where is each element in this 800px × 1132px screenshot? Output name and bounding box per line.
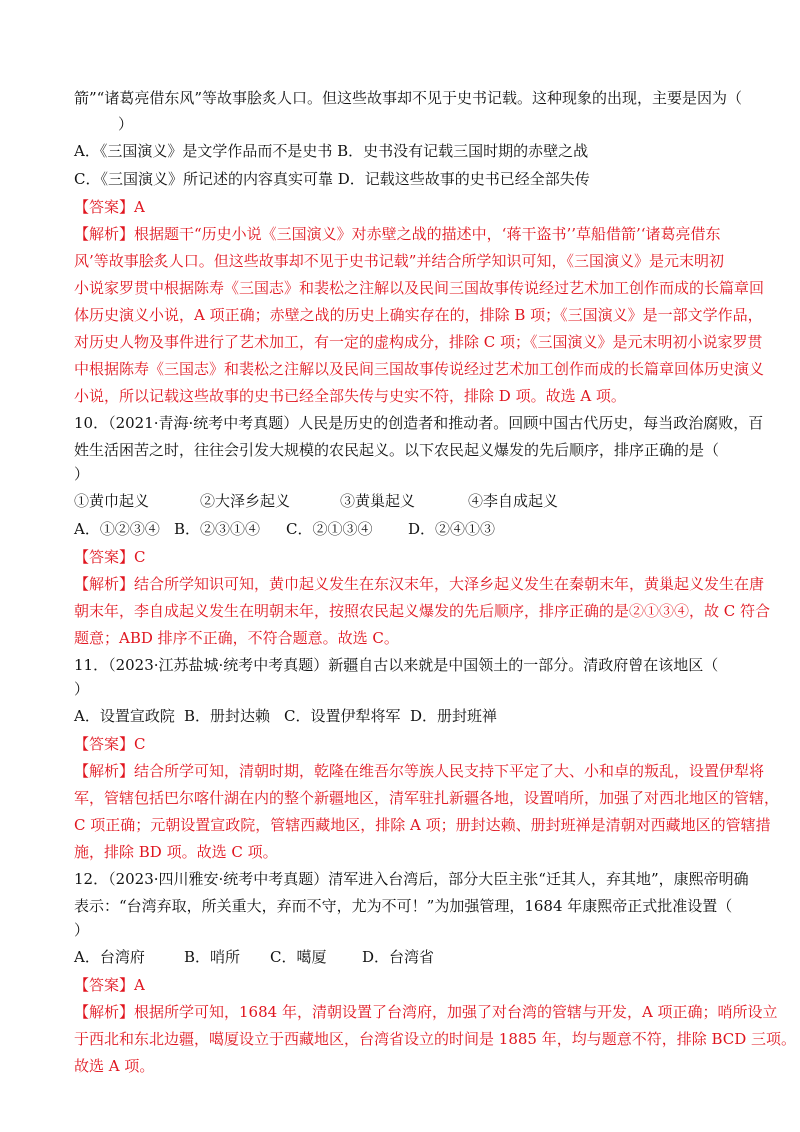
question-stem: 11．（2023·江苏盐城·统考中考真题）新疆自古以来就是中国领土的一部分。清政府曾在该地区（ [74, 656, 719, 674]
analysis-line: 题意；ABD 排序不正确，不符合题意。故选 C。 [74, 629, 399, 647]
item-list [74, 491, 726, 511]
answer-label: 【答案】C [74, 735, 146, 753]
option: A．设置宣政院 [74, 707, 175, 725]
question-11 [74, 655, 780, 862]
option: C．噶厦 [270, 948, 327, 966]
question-stem: 姓生活困苦之时，往往会引发大规模的农民起义。以下农民起义爆发的先后顺序，排序正确的是（ [74, 441, 720, 459]
option-list [74, 947, 726, 967]
answer-label: 【答案】C [74, 548, 146, 566]
item: ②大泽乡起义 [200, 492, 291, 510]
option-list [74, 706, 726, 726]
analysis-line: 小说家罗贯中根据陈寿《三国志》和裴松之注解以及民间三国故事传说经过艺术加工创作而成的长篇章回 [74, 279, 765, 297]
analysis-line: 小说，所以记载这些故事的史书已经全部失传与史实不符，排除 D 项。故选 A 项。 [74, 387, 626, 405]
option-line: A．《三国演义》是文学作品而不是史书 B．史书没有记载三国时期的赤壁之战 [74, 142, 589, 160]
analysis-line: 军，管辖包括巴尔喀什湖在内的整个新疆地区，清军驻扎新疆各地，设置哨所，加强了对西北地区的管辖， [74, 789, 780, 807]
option: A．台湾府 [74, 948, 145, 966]
option: D．册封班禅 [410, 707, 498, 725]
analysis-text [74, 574, 771, 648]
item: ③黄巢起义 [340, 492, 416, 510]
question-stem: 12．（2023·四川雅安·统考中考真题）清军进入台湾后，部分大臣主张“迁其人，弃其地”，康熙帝明确 [74, 870, 749, 888]
analysis-line: 风’等故事脍炙人口。但这些故事却不见于史书记载”并结合所学知识可知，《三国演义》是元末明初 [74, 252, 724, 270]
analysis-line: 【解析】结合所学知识可知，黄巾起义发生在东汉末年，大泽乡起义发生在秦朝末年，黄巢起义发生在唐 [74, 575, 765, 593]
item: ④李自成起义 [468, 492, 559, 510]
answer-label: 【答案】A [74, 976, 145, 994]
question-stem: ） [118, 115, 134, 133]
analysis-line: 中根据陈寿《三国志》和裴松之注解以及民间三国故事传说经过艺术加工创作而成的长篇章回体历史演义 [74, 360, 765, 378]
analysis-line: 体历史演义小说，A 项正确；赤壁之战的历史上确实存在的，排除 B 项；《三国演义》是一部文学作品， [74, 306, 763, 324]
analysis-line: 【解析】结合所学可知，清朝时期，乾隆在维吾尔等族人民支持下平定了大、小和卓的叛乱，设置伊犁将 [74, 762, 765, 780]
question-9 [74, 88, 765, 406]
question-stem: 箭”“诸葛亮借东风”等故事脍炙人口。但这些故事却不见于史书记载。这种现象的出现，主要是因为（ [74, 89, 743, 107]
analysis-line: 故选 A 项。 [74, 1057, 155, 1075]
option-list [74, 519, 726, 539]
analysis-line: 朝末年，李自成起义发生在明朝末年，按照农民起义爆发的先后顺序，排序正确的是②①③④，故 C 符合 [74, 602, 771, 620]
analysis-line: 【解析】根据所学可知，1684 年，清朝设置了台湾府，加强了对台湾的管辖与开发，A 项正确；哨所设立 [74, 1003, 778, 1021]
item: ①黄巾起义 [74, 492, 150, 510]
analysis-text [74, 1002, 797, 1076]
analysis-line: C 项正确；元朝设置宣政院，管辖西藏地区，排除 A 项；册封达赖、册封班禅是清朝对西藏地区的管辖措 [74, 816, 771, 834]
option: D．②④①③ [408, 520, 496, 538]
analysis-line: 【解析】根据题干“历史小说《三国演义》对赤壁之战的描述中，‘蒋干盗书’’草船借箭’‘诸葛亮借东 [74, 225, 721, 243]
question-stem: ） [74, 680, 90, 698]
question-10 [74, 413, 771, 648]
question-stem: ） [74, 921, 90, 939]
analysis-text [74, 224, 765, 406]
option: B．②③①④ [174, 520, 261, 538]
question-stem: ） [74, 465, 90, 483]
option: C．②①③④ [286, 520, 373, 538]
question-stem: 表示：“台湾弃取，所关重大，弃而不守，尤为不可！”为加强管理，1684 年康熙帝正式批准设置（ [74, 897, 733, 915]
option: B．哨所 [184, 948, 241, 966]
question-12 [74, 869, 797, 1076]
option: A．①②③④ [74, 520, 160, 538]
analysis-line: 对历史人物及事件进行了艺术加工，有一定的虚构成分，排除 C 项；《三国演义》是元末明初小说家罗贯 [74, 333, 763, 351]
analysis-line: 施，排除 BD 项。故选 C 项。 [74, 843, 278, 861]
analysis-line: 于西北和东北边疆，噶厦设立于西藏地区，台湾省设立的时间是 1885 年，均与题意不符，排除 BCD 三项。 [74, 1030, 797, 1048]
option: D．台湾省 [362, 948, 435, 966]
option: B．册封达赖 [184, 707, 271, 725]
question-stem: 10．（2021·青海·统考中考真题）人民是历史的创造者和推动者。回顾中国古代历史，每当政治腐败，百 [74, 414, 764, 432]
answer-label: 【答案】A [74, 198, 145, 216]
document-page [74, 88, 797, 1083]
option: C．设置伊犁将军 [284, 707, 401, 725]
analysis-text [74, 761, 780, 862]
option-line: C．《三国演义》所记述的内容真实可靠 D．记载这些故事的史书已经全部失传 [74, 170, 590, 188]
